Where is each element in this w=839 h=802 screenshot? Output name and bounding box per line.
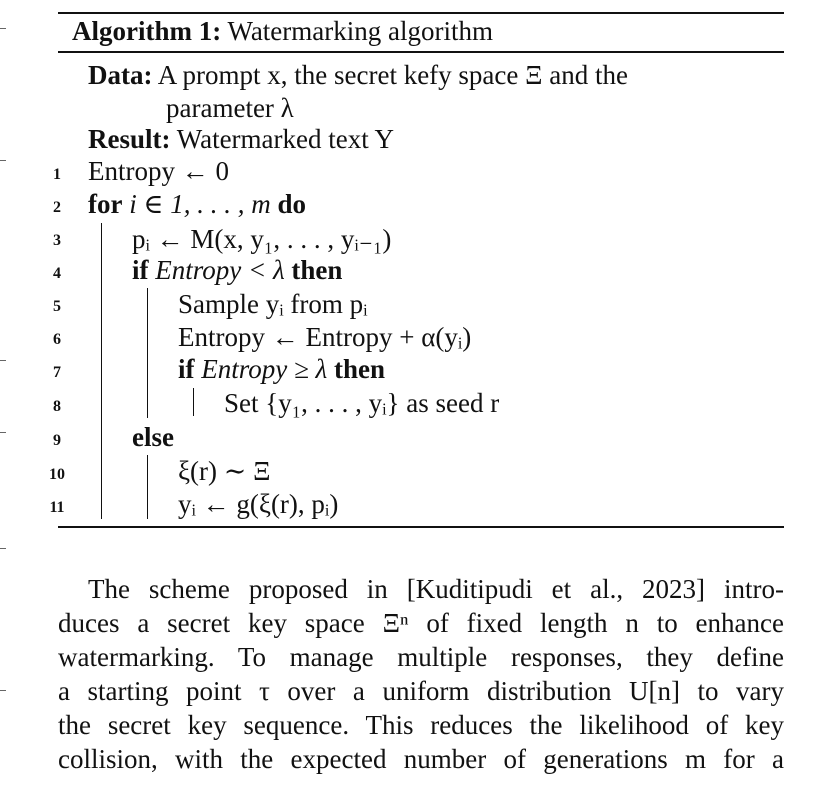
if-block-bar bbox=[147, 288, 148, 418]
line-number: 11 bbox=[49, 499, 65, 516]
algorithm-line-2: for i ∈ 1, . . . , m do bbox=[88, 189, 307, 219]
inner-if-block-bar bbox=[193, 388, 194, 416]
data-text: A prompt x, the secret kefy space Ξ and the bbox=[157, 60, 628, 90]
algorithm-data-line bbox=[88, 58, 628, 92]
algorithm-title-text: Watermarking algorithm bbox=[227, 16, 493, 46]
margin-mark bbox=[0, 432, 6, 433]
margin-mark bbox=[0, 548, 6, 549]
line-number: 1 bbox=[53, 166, 61, 183]
paragraph-line: the secret key sequence. This reduces the likelihood of key bbox=[58, 710, 784, 740]
data-label: Data: bbox=[88, 60, 153, 90]
line-number: 2 bbox=[53, 199, 61, 216]
result-text: Watermarked text Y bbox=[176, 124, 394, 154]
algorithm-result-line bbox=[88, 122, 394, 156]
algorithm-title-label: Algorithm 1: bbox=[72, 16, 222, 46]
algorithm-line-6: Entropy ← Entropy + α(yᵢ) bbox=[178, 322, 472, 352]
line-number: 10 bbox=[49, 466, 65, 483]
paragraph-line: The scheme proposed in [Kuditipudi et al., 2023] intro- bbox=[88, 574, 784, 604]
algorithm-line-5: Sample yᵢ from pᵢ bbox=[178, 289, 368, 319]
else-block-bar bbox=[147, 455, 148, 519]
line-number: 7 bbox=[53, 364, 61, 381]
algorithm-line-11: yᵢ ← g(ξ(r), pᵢ) bbox=[178, 489, 339, 519]
line-number: 8 bbox=[53, 398, 61, 415]
algorithm-line-7: if Entropy ≥ λ then bbox=[178, 354, 386, 384]
algorithm-line-3: pᵢ ← M(x, y₁, . . . , yᵢ₋₁) bbox=[132, 224, 392, 254]
for-block-bar bbox=[101, 223, 102, 519]
margin-mark bbox=[0, 160, 6, 161]
result-label: Result: bbox=[88, 124, 171, 154]
algorithm-line-10: ξ(r) ∼ Ξ bbox=[178, 456, 271, 486]
margin-mark bbox=[0, 690, 6, 691]
line-number: 4 bbox=[53, 265, 61, 282]
algorithm-title bbox=[72, 14, 493, 48]
line-number: 5 bbox=[53, 298, 61, 315]
line-number: 6 bbox=[53, 331, 61, 348]
margin-mark bbox=[0, 28, 6, 29]
algorithm-line-9: else bbox=[132, 422, 174, 452]
paragraph-line: collision, with the expected number of generations m for a bbox=[58, 744, 784, 774]
algorithm-line-4: if Entropy < λ then bbox=[132, 255, 343, 285]
algorithm-line-8: Set {y₁, . . . , yᵢ} as seed r bbox=[224, 388, 500, 418]
line-number: 3 bbox=[53, 232, 61, 249]
algorithm-title-rule bbox=[58, 51, 784, 53]
algorithm-data-continuation: parameter λ bbox=[166, 93, 294, 123]
algorithm-line-1: Entropy ← 0 bbox=[88, 156, 229, 186]
line-number: 9 bbox=[53, 432, 61, 449]
paragraph-line: watermarking. To manage multiple responses, they define bbox=[58, 642, 784, 672]
paragraph-line: a starting point τ over a uniform distribution U[n] to vary bbox=[58, 676, 784, 706]
body-paragraph bbox=[58, 572, 784, 776]
paragraph-line: duces a secret key space Ξⁿ of fixed length n to enhance bbox=[58, 608, 784, 638]
algorithm-bottom-rule bbox=[58, 526, 784, 528]
margin-mark bbox=[0, 360, 6, 361]
